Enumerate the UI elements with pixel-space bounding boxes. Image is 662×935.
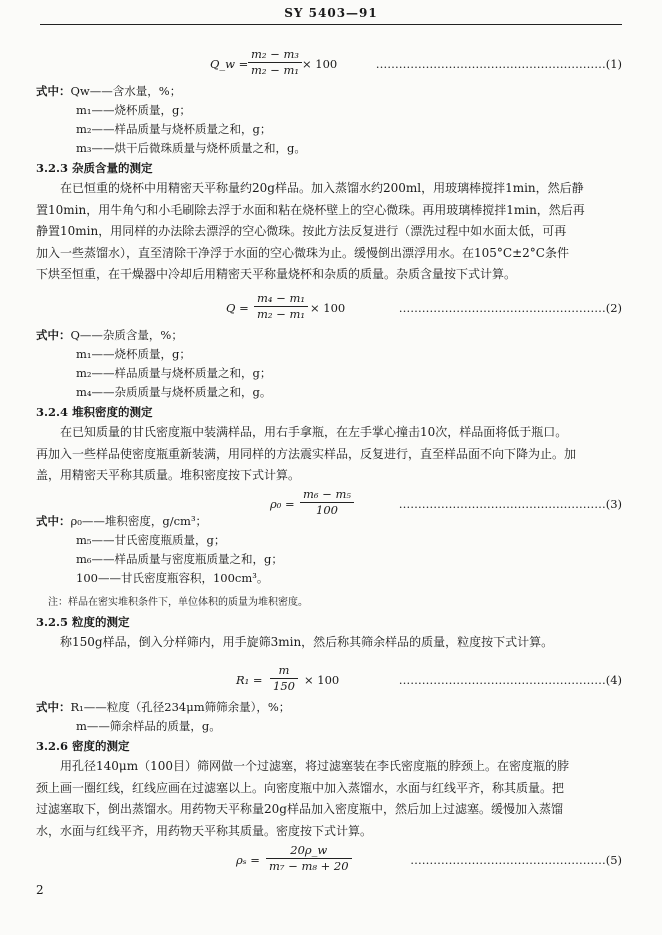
section-heading [36, 404, 153, 420]
numerator: m [270, 663, 298, 679]
formula-tail: × 100 [304, 673, 340, 687]
fraction [300, 487, 354, 518]
section-number: 3.2.3 [36, 161, 69, 175]
formula-tail: × 100 [310, 301, 346, 315]
where-item: m₂——样品质量与烧杯质量之和，g； [76, 122, 272, 136]
where-item: 100——甘氏密度瓶容积，100cm³。 [76, 571, 269, 585]
note: 注：样品在密实堆积条件下，单位体积的质量为堆积密度。 [48, 597, 308, 608]
section-title: 粒度的测定 [72, 615, 130, 629]
denominator: m₂ − m₁ [251, 63, 299, 77]
text-line: 加入一些蒸馏水），直至清除干净浮于水面的空心微珠为止。缓慢倒出漂浮用水。在105°C±2°C条件 [36, 245, 569, 260]
where-item: Q——杂质含量，%； [70, 328, 183, 342]
paragraph-3-2-5 [36, 632, 622, 654]
fraction [266, 843, 352, 874]
text-line: 在已知质量的甘氏密度瓶中装满样品，用右手拿瓶，在左手掌心撞击10次，样品面将低于瓶口。 [60, 425, 568, 439]
where-item: ρ₀——堆积密度，g/cm³； [70, 514, 208, 528]
where-item: m₅——甘氏密度瓶质量，g； [76, 533, 226, 547]
formula-tail: × 100 [302, 57, 338, 71]
formula-lhs: R₁ = [236, 673, 263, 687]
where-item: m₁——烧杯质量，g； [76, 103, 191, 117]
formula-lhs: ρₛ = [236, 853, 260, 867]
formula-1 [0, 44, 662, 84]
fraction [270, 663, 298, 694]
fraction [248, 47, 302, 78]
section-heading [36, 738, 130, 754]
header-rule [40, 24, 622, 25]
where-lead: 式中： [36, 84, 71, 98]
where-item: m₆——样品质量与密度瓶质量之和，g； [76, 552, 283, 566]
where-list-4 [36, 698, 290, 736]
text-line: 用孔径140μm（100目）筛网做一个过滤塞，将过滤塞装在李氏密度瓶的脖颈上。在密度瓶的脖 [60, 759, 569, 773]
text-line: 在已恒重的烧杯中用精密天平称量约20g样品。加入蒸馏水约200ml，用玻璃棒搅拌1min，然后静 [60, 181, 584, 195]
page-number: 2 [36, 883, 44, 897]
where-item: Qw——含水量，%； [70, 84, 182, 98]
denominator: m₂ − m₁ [257, 307, 305, 321]
where-item: m₁——烧杯质量，g； [76, 347, 191, 361]
where-item: R₁——粒度（孔径234μm筛筛余量），%； [70, 700, 291, 714]
paragraph-3-2-6 [36, 756, 622, 842]
paragraph-3-2-4 [36, 422, 622, 487]
section-heading [36, 160, 153, 176]
text-line: 盖，用精密天平称其质量。堆积密度按下式计算。 [36, 468, 301, 482]
formula-4 [0, 660, 662, 700]
where-list-1 [36, 82, 306, 158]
numerator: m₂ − m₃ [248, 47, 302, 63]
where-item: m₃——烘干后微珠质量与烧杯质量之和，g。 [76, 141, 306, 155]
denominator: 150 [273, 679, 295, 693]
denominator: 100 [316, 503, 338, 517]
numerator: m₄ − m₁ [254, 291, 308, 307]
formula-2 [0, 288, 662, 328]
formula-leader: ………………………………………………(2) [398, 301, 622, 315]
section-number: 3.2.5 [36, 615, 69, 629]
paragraph-3-2-3 [36, 178, 622, 286]
text-line: 静置10min，用同样的办法除去漂浮的空心微珠。按此方法反复进行（漂洗过程中如水面太低，可再 [36, 224, 567, 238]
section-title: 杂质含量的测定 [72, 161, 153, 175]
section-number: 3.2.6 [36, 739, 69, 753]
denominator: m₇ − m₈ + 20 [269, 859, 349, 873]
numerator: 20ρ_w [266, 843, 352, 859]
where-lead: 式中： [36, 328, 71, 342]
where-list-2 [36, 326, 271, 402]
text-line: 颈上画一圈红线，红线应画在过滤塞以上。向密度瓶中加入蒸馏水，水面与红线平齐，称其质量。把 [36, 780, 565, 795]
where-item: m₂——样品质量与烧杯质量之和，g； [76, 366, 272, 380]
formula-5 [0, 840, 662, 880]
formula-leader: ……………………………………………(5) [410, 853, 622, 867]
text-line: 置10min，用牛角勺和小毛刷除去浮于水面和粘在烧杯壁上的空心微珠。再用玻璃棒搅拌1min，然后再 [36, 202, 585, 217]
formula-leader: ………………………………………………(4) [398, 673, 622, 687]
where-list-3 [36, 512, 283, 588]
section-title: 密度的测定 [72, 739, 130, 753]
where-item: m₄——杂质质量与烧杯质量之和，g。 [76, 385, 272, 399]
where-lead: 式中： [36, 700, 71, 714]
formula-lhs: ρ₀ = [270, 497, 295, 511]
section-heading [36, 614, 130, 630]
numerator: m₆ − m₅ [300, 487, 354, 503]
text-line: 过滤塞取下，倒出蒸馏水。用药物天平称量20g样品加入密度瓶中，然后加上过滤塞。缓慢加入蒸馏 [36, 802, 563, 816]
formula-leader: ……………………………………………………(1) [375, 57, 622, 71]
text-line: 再加入一些样品使密度瓶重新装满，用同样的方法震实样品，反复进行，直至样品面不向下降为止。加 [36, 446, 577, 461]
page-header: SY 5403—91 [284, 6, 378, 20]
formula-lhs: Q_w = [210, 57, 249, 71]
where-lead: 式中： [36, 514, 71, 528]
section-title: 堆积密度的测定 [72, 405, 153, 419]
text-line: 水，水面与红线平齐，用药物天平称其质量。密度按下式计算。 [36, 823, 373, 838]
formula-lhs: Q = [226, 301, 249, 315]
section-number: 3.2.4 [36, 405, 69, 419]
where-item: m——筛余样品的质量，g。 [76, 719, 221, 733]
formula-leader: ………………………………………………(3) [398, 497, 622, 511]
fraction [254, 291, 308, 322]
text-line: 下烘至恒重，在干燥器中冷却后用精密天平称量烧杯和杂质的质量。杂质含量按下式计算。 [36, 267, 517, 281]
text-line: 称150g样品，倒入分样筛内，用手旋筛3min，然后称其筛余样品的质量，粒度按下式计算。 [60, 635, 554, 649]
